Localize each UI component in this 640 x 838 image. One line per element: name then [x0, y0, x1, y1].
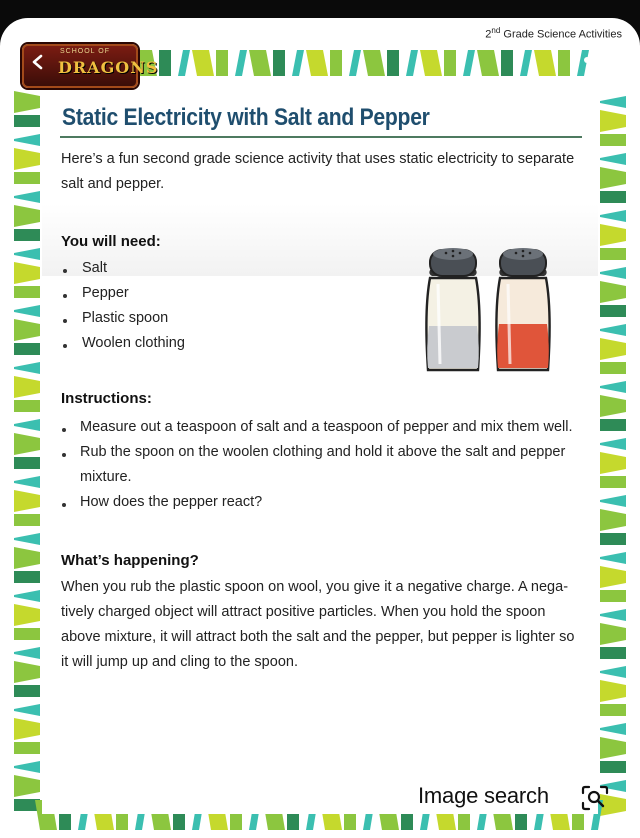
border-stripe — [14, 400, 40, 412]
grade-label: 2nd Grade Science Activities — [485, 26, 622, 41]
border-stripe — [159, 50, 171, 76]
border-stripe — [14, 205, 40, 227]
border-stripe — [600, 723, 626, 735]
border-stripe — [600, 381, 626, 393]
border-stripe — [216, 50, 228, 76]
border-stripe — [14, 343, 40, 355]
border-stripe — [600, 680, 626, 702]
border-stripe — [600, 438, 626, 450]
border-stripe — [14, 571, 40, 583]
border-stripe — [600, 495, 626, 507]
border-stripe — [600, 590, 626, 602]
border-stripe — [14, 376, 40, 398]
image-card — [0, 18, 640, 838]
border-stripe — [14, 148, 40, 170]
border-stripe — [306, 50, 328, 76]
border-stripe — [14, 172, 40, 184]
border-stripe — [534, 50, 556, 76]
more-dots-icon[interactable] — [580, 52, 614, 68]
border-stripe — [14, 514, 40, 526]
border-stripe — [14, 229, 40, 241]
need-item: Plastic spoon — [82, 310, 169, 326]
need-item: Salt — [82, 260, 107, 276]
border-stripe — [273, 50, 285, 76]
instructions-heading: Instructions: — [61, 390, 152, 407]
border-stripe — [14, 134, 40, 146]
border-stripe — [600, 509, 626, 531]
border-stripe — [600, 666, 626, 678]
border-stripe — [14, 319, 40, 341]
need-item: Pepper — [82, 285, 129, 301]
border-stripe — [600, 210, 626, 222]
border-stripe — [600, 281, 626, 303]
border-stripe — [600, 96, 626, 108]
border-stripe — [600, 305, 626, 317]
border-stripe — [600, 362, 626, 374]
border-stripe — [600, 737, 626, 759]
need-heading: You will need: — [61, 233, 161, 250]
border-stripe — [14, 742, 40, 754]
border-stripe — [477, 50, 499, 76]
border-stripe — [600, 761, 626, 773]
title-divider — [60, 136, 582, 138]
border-stripe — [600, 476, 626, 488]
border-stripe — [14, 115, 40, 127]
border-stripe — [463, 50, 475, 76]
instruction-item: Rub the spoon on the woolen clothing and hold it above the salt and pepper — [80, 444, 566, 460]
border-stripe — [600, 134, 626, 146]
page-title: Static Electricity with Salt and Pepper — [62, 104, 430, 131]
border-stripe — [192, 50, 214, 76]
border-stripe — [501, 50, 513, 76]
border-stripe — [600, 167, 626, 189]
border-stripe — [558, 50, 570, 76]
border-stripe — [14, 457, 40, 469]
border-stripe — [600, 110, 626, 132]
border-stripe — [14, 476, 40, 488]
border-stripe — [14, 362, 40, 374]
border-stripe — [600, 623, 626, 645]
border-stripe — [600, 324, 626, 336]
border-stripe — [14, 433, 40, 455]
need-item: Woolen clothing — [82, 335, 185, 351]
happening-line: When you rub the plastic spoon on wool, you give it a negative charge. A nega- — [61, 579, 569, 595]
border-stripe — [330, 50, 342, 76]
border-stripe — [600, 395, 626, 417]
intro-line-2: salt and pepper. — [61, 176, 165, 192]
border-stripe — [14, 661, 40, 683]
border-stripe — [600, 609, 626, 621]
border-stripe — [600, 224, 626, 246]
border-stripe — [14, 547, 40, 569]
happening-line: it will jump up and cling to the spoon. — [61, 654, 298, 670]
border-stripe — [420, 50, 442, 76]
border-stripe — [600, 704, 626, 716]
border-stripe — [178, 50, 190, 76]
back-chevron-icon[interactable] — [30, 54, 46, 70]
border-stripe — [600, 419, 626, 431]
instruction-item: How does the pepper react? — [80, 494, 263, 510]
border-stripe — [14, 590, 40, 602]
border-stripe — [600, 191, 626, 203]
border-stripe — [600, 267, 626, 279]
border-stripe — [600, 452, 626, 474]
border-stripe — [14, 775, 40, 797]
instruction-item-cont: mixture. — [80, 469, 132, 485]
salt-shaker-icon — [426, 248, 479, 370]
border-stripe — [14, 286, 40, 298]
border-stripe — [14, 419, 40, 431]
border-stripe — [14, 490, 40, 512]
pepper-shaker-icon — [496, 248, 549, 370]
instruction-item: Measure out a teaspoon of salt and a teaspoon of pepper and mix them well. — [80, 419, 573, 435]
border-stripe — [406, 50, 418, 76]
border-stripe — [14, 91, 40, 113]
border-stripe — [14, 262, 40, 284]
intro-line-1: Here’s a fun second grade science activity that uses static electricity to separate — [61, 151, 575, 167]
border-stripe — [600, 566, 626, 588]
border-stripe — [600, 153, 626, 165]
border-stripe — [600, 248, 626, 260]
happening-heading: What’s happening? — [61, 552, 199, 569]
border-stripe — [14, 604, 40, 626]
border-stripe — [14, 718, 40, 740]
school-of-dragons-logo: SCHOOL OF DRAGONS — [22, 44, 138, 88]
border-stripe — [14, 305, 40, 317]
border-stripe — [14, 248, 40, 260]
border-stripe — [600, 533, 626, 545]
border-stripe — [349, 50, 361, 76]
border-stripe — [14, 191, 40, 203]
border-stripe — [14, 685, 40, 697]
border-stripe — [363, 50, 385, 76]
border-stripe — [520, 50, 532, 76]
border-stripe — [600, 647, 626, 659]
border-stripe — [387, 50, 399, 76]
lens-search-icon — [580, 785, 610, 811]
border-stripe — [600, 338, 626, 360]
border-stripe — [14, 533, 40, 545]
happening-line: above mixture, it will attract both the salt and the pepper, but pepper is lighter so — [61, 629, 575, 645]
image-search-button[interactable]: Image search — [412, 776, 640, 817]
border-stripe — [292, 50, 304, 76]
border-stripe — [14, 628, 40, 640]
border-stripe — [249, 50, 271, 76]
border-stripe — [444, 50, 456, 76]
border-stripe — [235, 50, 247, 76]
border-stripe — [14, 647, 40, 659]
happening-line: tively charged object will attract positive particles. When you hold the spoon — [61, 604, 546, 620]
border-stripe — [600, 552, 626, 564]
salt-pepper-illustration — [418, 240, 558, 374]
border-stripe — [14, 761, 40, 773]
border-stripe — [14, 704, 40, 716]
